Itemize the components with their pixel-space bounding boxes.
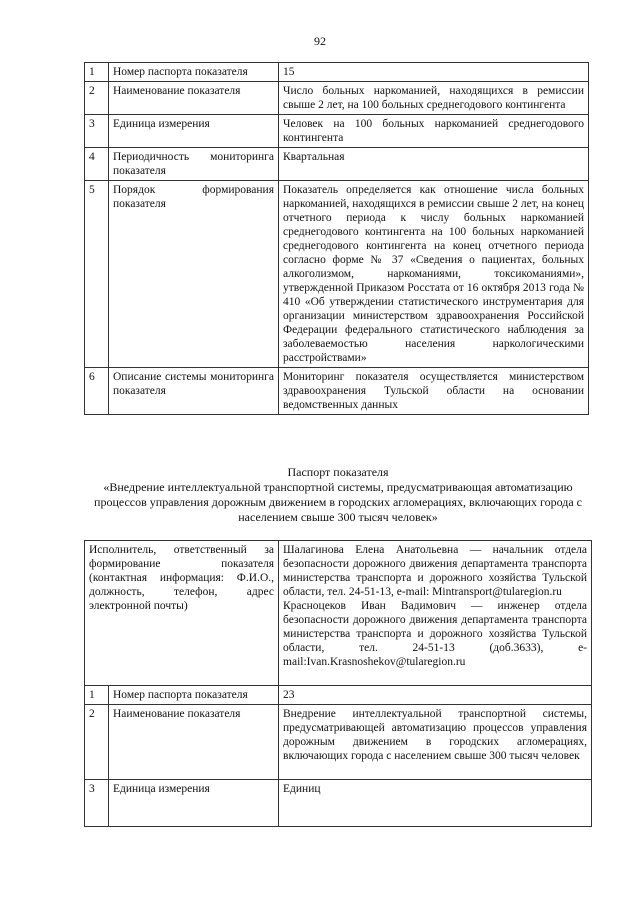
row-number: 1: [85, 686, 109, 705]
row-label: Номер паспорта показателя: [109, 63, 279, 82]
row-value: 23: [279, 686, 592, 705]
responsible-value: [279, 541, 592, 686]
table-row: [85, 686, 592, 705]
table-row: [85, 368, 589, 415]
table-row: [85, 181, 589, 368]
row-label: Единица измерения: [109, 780, 279, 827]
row-value-text: Внедрение интеллектуальной транспортной системы, предусматривающей автоматизацию процессов управления дорожным движением в городских агломерациях, включающих города с населением свыше 300 тысяч человек: [283, 708, 587, 762]
passport-heading: [84, 465, 592, 525]
row-number: 4: [85, 148, 109, 181]
table-row: [85, 541, 592, 686]
row-label: Номер паспорта показателя: [109, 686, 279, 705]
table-row: [85, 63, 589, 82]
row-number: 3: [85, 115, 109, 148]
passport-heading-title: Паспорт показателя: [287, 465, 389, 479]
row-value: Число больных наркоманией, находящихся в ремиссии свыше 2 лет, на 100 больных среднегодового контингента: [279, 82, 589, 115]
row-value: 15: [279, 63, 589, 82]
table-row: [85, 82, 589, 115]
page-number: 92: [314, 34, 326, 48]
table-row: [85, 705, 592, 780]
responsible-label: Исполнитель, ответственный за формирование показателя (контактная информация: Ф.И.О., должность, телефон, адрес электронной почты): [85, 541, 279, 686]
row-value: Мониторинг показателя осуществляется министерством здравоохранения Тульской области на основании ведомственных данных: [279, 368, 589, 415]
passport-heading-subtitle: «Внедрение интеллектуальной транспортной системы, предусматривающая автоматизацию процессов управления дорожным движением в городских агломерациях, включающих города с населением свыше 300 тысяч человек»: [94, 480, 582, 524]
table-row: [85, 115, 589, 148]
row-value-text: Единиц: [283, 783, 321, 795]
indicator-passport-table-15: [84, 62, 589, 415]
row-value: Показатель определяется как отношение числа больных наркоманией, находящихся в ремиссии свыше 2 лет, на конец отчетного периода к числу больных наркоманией среднегодового контингента на 100 больных наркоманией среднегодового контингента на конец отчетного периода согласно форме № 37 «Сведения о пациентах, больных алкоголизмом, наркоманиями, токсикоманиями», утвержденной Приказом Росстата от 16 октября 2013 года № 410 «Об утверждении статистического инструментария для организации министерством здравоохранения Российской Федерации федерального статистического наблюдения за заболеваемостью населения наркологическими расстройствами»: [279, 181, 589, 368]
row-label: Наименование показателя: [109, 705, 279, 780]
row-number: 2: [85, 82, 109, 115]
row-number: 6: [85, 368, 109, 415]
row-number: 5: [85, 181, 109, 368]
row-number: 1: [85, 63, 109, 82]
responsible-person-1: Шалагинова Елена Анатольевна — начальник отдела безопасности дорожного движения департамента транспорта министерства транспорта и дорожного хозяйства Тульской области, тел. 24-51-13, e-mail: Mintransport@tularegion.ru: [283, 544, 587, 598]
row-label: Периодичность мониторинга показателя: [109, 148, 279, 181]
row-value: [279, 780, 592, 827]
row-label: Единица измерения: [109, 115, 279, 148]
row-number: 3: [85, 780, 109, 827]
row-label: Наименование показателя: [109, 82, 279, 115]
row-value: Человек на 100 больных наркоманией среднегодового контингента: [279, 115, 589, 148]
indicator-passport-table-23: [84, 540, 592, 827]
responsible-person-2: Красноцеков Иван Вадимович — инженер отдела безопасности дорожного движения департамента транспорта министерства транспорта и дорожного хозяйства Тульской области, тел. 24-51-13 (доб.3633), e-mail:Ivan.Krasnoshekov@tularegion.ru: [283, 600, 587, 668]
row-label: Описание системы мониторинга показателя: [109, 368, 279, 415]
row-value: Квартальная: [279, 148, 589, 181]
row-label: Порядок формирования показателя: [109, 181, 279, 368]
row-value: [279, 705, 592, 780]
table-row: [85, 148, 589, 181]
table-row: [85, 780, 592, 827]
row-number: 2: [85, 705, 109, 780]
